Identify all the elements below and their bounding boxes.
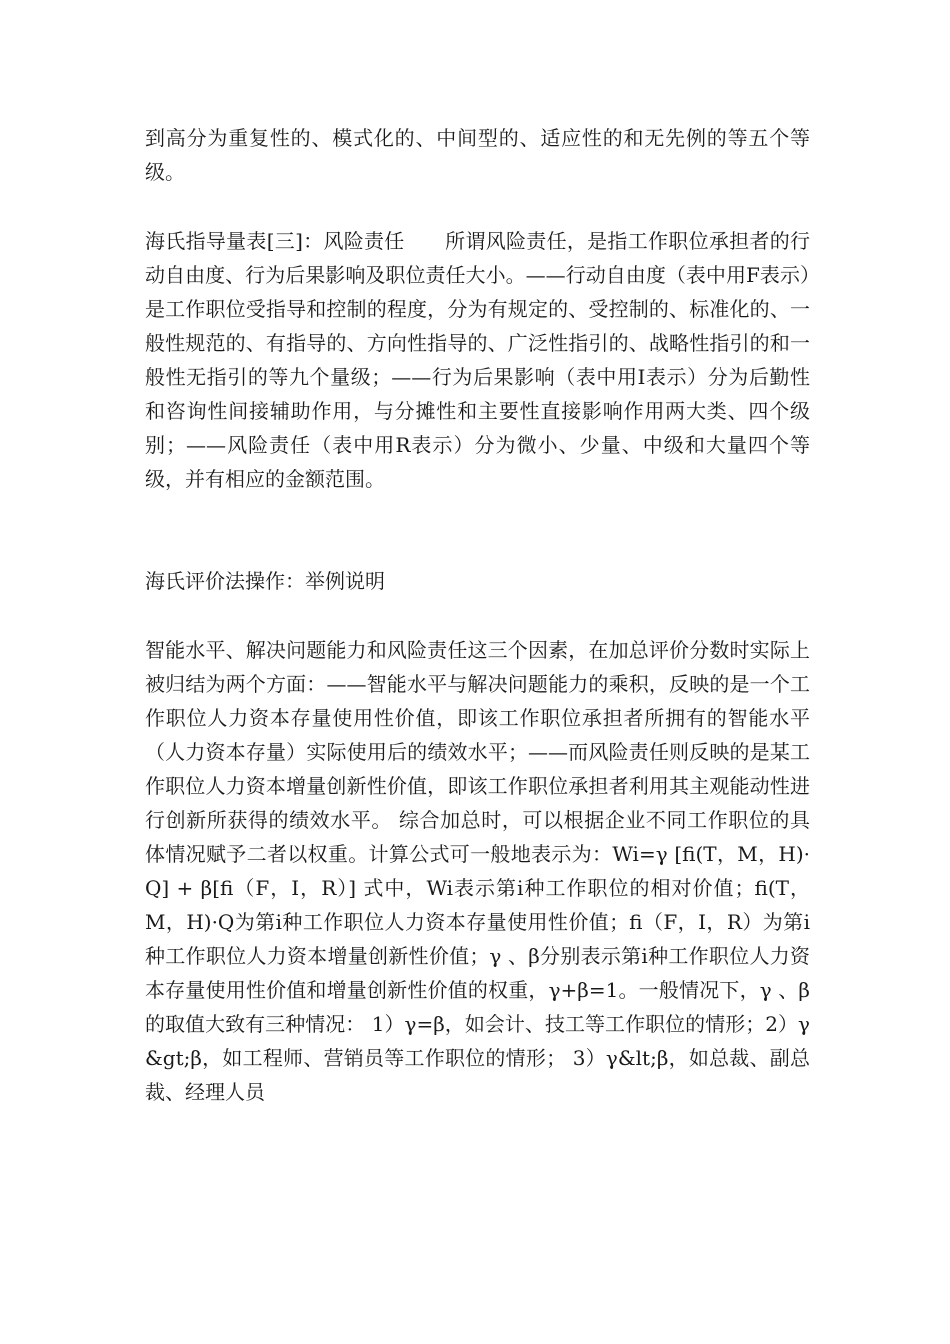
- paragraph-grading-levels: 到高分为重复性的、模式化的、中间型的、适应性的和无先例的等五个等级。: [145, 126, 810, 184]
- paragraph-gap: [145, 189, 810, 224]
- paragraph-gap: [145, 496, 810, 564]
- paragraph-evaluation-formula: 智能水平、解决问题能力和风险责任这三个因素，在加总评价分数时实际上被归结为两个方面：——智能水平与解决问题能力的乘积，反映的是一个工作职位人力资本存量使用性价值，即该工作职位承担者所拥有的智能水平（人力资本存量）实际使用后的绩效水平；——而风险责任则反映的是某工作职位人力资本增量创新性价值，即该工作职位承担者利用其主观能动性进行创新所获得的绩效水平。 综合加总时，可以根据企业不同工作职位的具体情况赋予二者以权重。计算公式可一般地表示为：Wi=γ [fi(T，M，H)·Q] + β[fi（F，I，R）] 式中，Wi表示第i种工作职位的相对价值；fi(T，M，H)·Q为第i种工作职位人力资本存量使用性价值；fi（F，I，R）为第i种工作职位人力资本增量创新性价值；γ 、β分别表示第i种工作职位人力资本存量使用性价值和增量创新性价值的权重，γ+β=1。一般情况下，γ 、β的取值大致有三种情况： 1）γ=β，如会计、技工等工作职位的情形；2）γ&gt;β，如工程师、营销员等工作职位的情形； 3）γ&lt;β，如总裁、副总裁、经理人员: [145, 638, 810, 1104]
- paragraph-risk-responsibility: 海氏指导量表[三]：风险责任 所谓风险责任，是指工作职位承担者的行动自由度、行为后果影响及职位责任大小。——行动自由度（表中用F表示）是工作职位受指导和控制的程度，分为有规定的、受控制的、标准化的、一般性规范的、有指导的、方向性指导的、广泛性指引的、战略性指引的和一般性无指引的等九个量级；——行为后果影响（表中用I表示）分为后勤性和咨询性间接辅助作用，与分摊性和主要性直接影响作用两大类、四个级别；——风险责任（表中用R表示）分为微小、少量、中级和大量四个等级，并有相应的金额范围。: [145, 229, 810, 491]
- document-body: [145, 121, 810, 1109]
- paragraph-gap: [145, 598, 810, 633]
- section-heading-example: 海氏评价法操作：举例说明: [145, 569, 385, 593]
